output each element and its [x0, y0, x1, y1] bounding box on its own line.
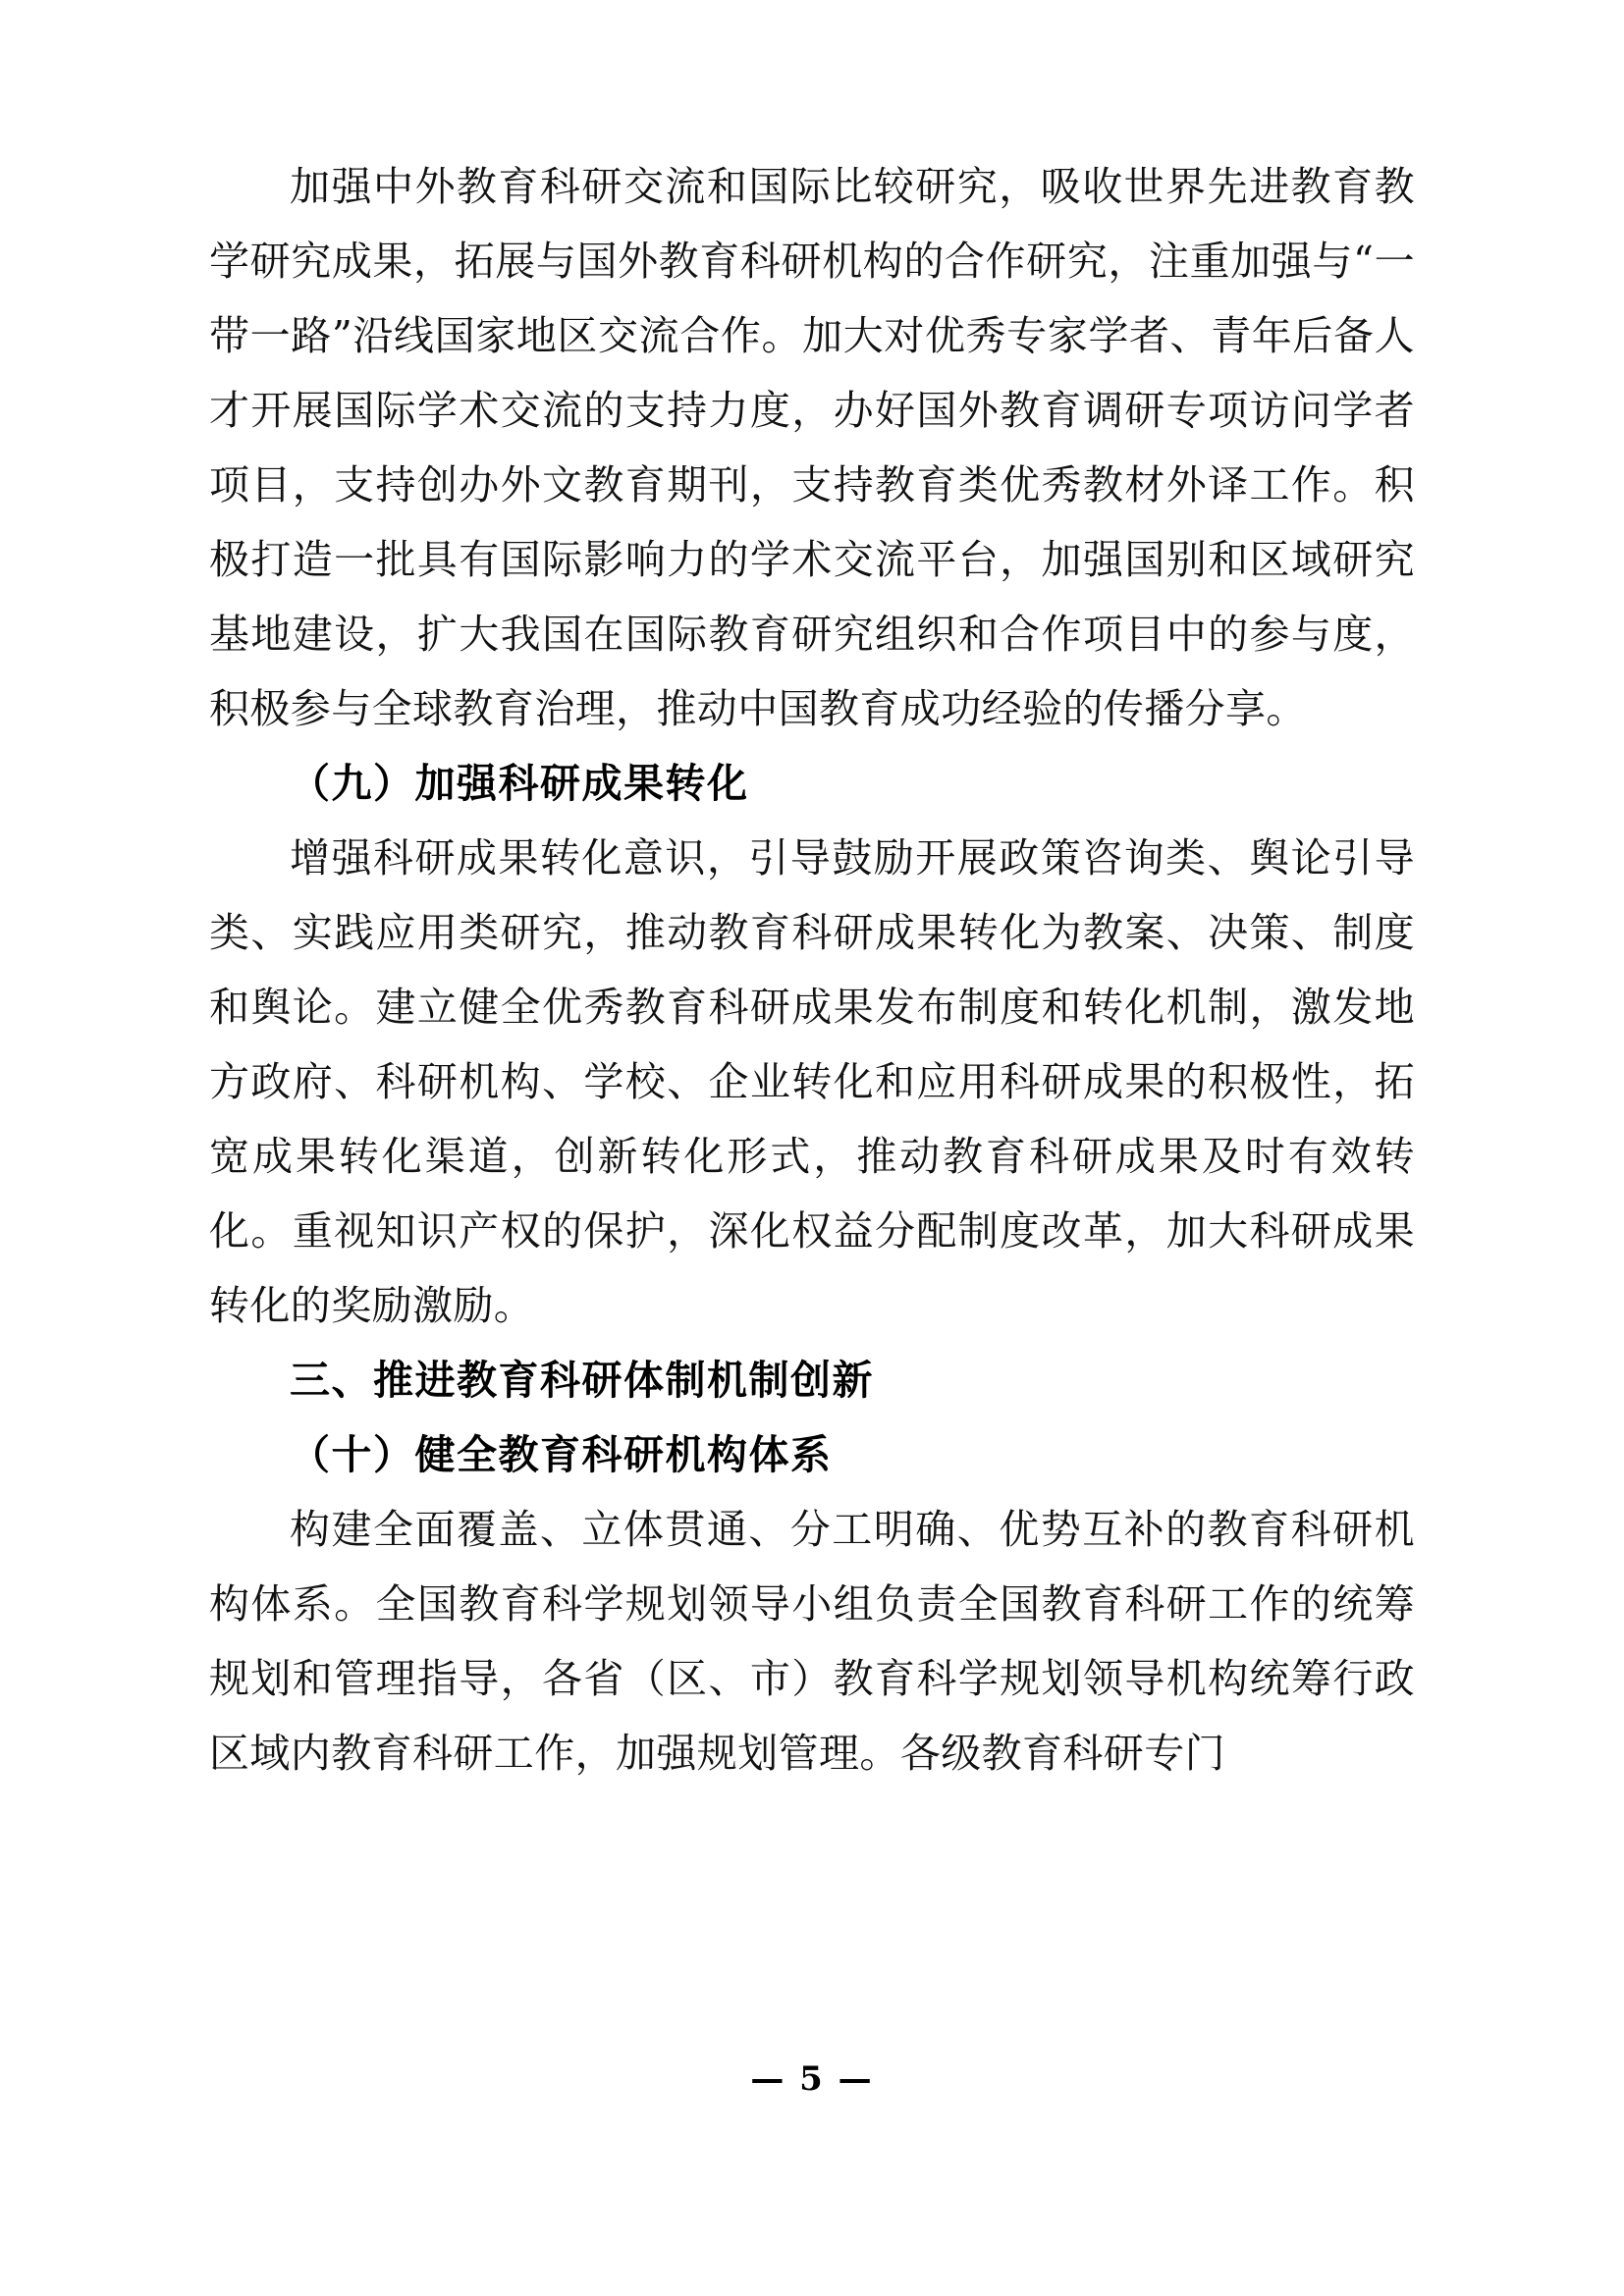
page-number: — 5 —	[750, 2059, 874, 2099]
paragraph-research-transformation: 增强科研成果转化意识，引导鼓励开展政策咨询类、舆论引导类、实践应用类研究，推动教育科研成果转化为教案、决策、制度和舆论。建立健全优秀教育科研成果发布制度和转化机制，激发地方政府、科研机构、学校、企业转化和应用科研成果的积极性，拓宽成果转化渠道，创新转化形式，推动教育科研成果及时有效转化。重视知识产权的保护，深化权益分配制度改革，加大科研成果转化的奖励激励。	[209, 834, 1415, 1329]
heading-ten-institution-system: （十）健全教育科研机构体系	[290, 1431, 833, 1478]
document-body	[209, 149, 1415, 1790]
heading-nine-research-transformation: （九）加强科研成果转化	[290, 760, 749, 807]
heading-three-system-innovation: 三、推进教育科研体制机制创新	[290, 1358, 874, 1403]
paragraph-international-exchange: 加强中外教育科研交流和国际比较研究，吸收世界先进教育教学研究成果，拓展与国外教育科研机构的合作研究，注重加强与“一带一路”沿线国家地区交流合作。加大对优秀专家学者、青年后备人才开展国际学术交流的支持力度，办好国外教育调研专项访问学者项目，支持创办外文教育期刊，支持教育类优秀教材外译工作。积极打造一批具有国际影响力的学术交流平台，加强国别和区域研究基地建设，扩大我国在国际教育研究组织和合作项目中的参与度，积极参与全球教育治理，推动中国教育成功经验的传播分享。	[209, 163, 1415, 732]
paragraph-institution-system: 构建全面覆盖、立体贯通、分工明确、优势互补的教育科研机构体系。全国教育科学规划领导小组负责全国教育科研工作的统筹规划和管理指导，各省（区、市）教育科学规划领导机构统筹行政区域内教育科研工作，加强规划管理。各级教育科研专门	[209, 1506, 1415, 1777]
